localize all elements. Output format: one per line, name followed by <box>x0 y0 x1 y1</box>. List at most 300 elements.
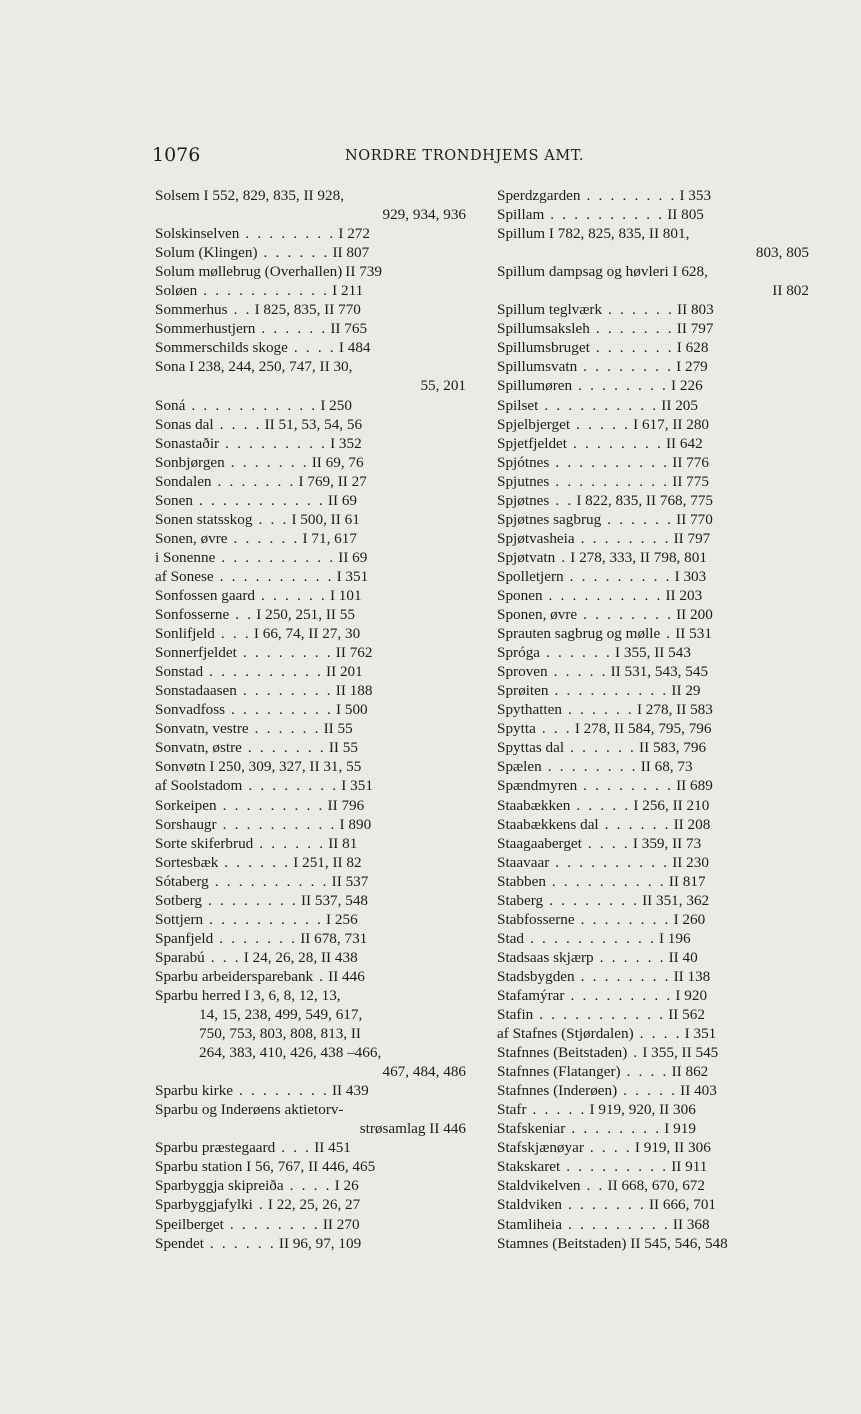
entry-term: Stafin <box>497 1006 534 1024</box>
entry-term: Spjøtnes <box>497 491 550 509</box>
leader-dots: . . . . . . . . <box>239 225 336 243</box>
entry-references: I 211 <box>332 282 364 300</box>
leader-dots: . . . . <box>287 339 336 357</box>
entry-term: Stadsbygden <box>497 967 575 985</box>
index-entry <box>497 643 809 662</box>
index-entry <box>155 834 466 853</box>
index-entry <box>497 453 809 472</box>
entry-term: Sonen <box>155 491 193 509</box>
index-entry <box>497 1215 809 1234</box>
entry-term: 14, 15, 238, 499, 549, 617, <box>199 1006 363 1024</box>
leader-dots: . . . . . . . . . . <box>548 682 669 700</box>
index-entry <box>155 1138 466 1157</box>
index-entry <box>155 281 466 300</box>
entry-term: Stafskeniar <box>497 1120 566 1138</box>
index-entry <box>155 776 466 795</box>
leader-dots: . . . . . <box>570 415 631 433</box>
entry-term: Sproven <box>497 663 548 681</box>
leader-dots: . . . . . . . . . <box>219 434 328 452</box>
entry-references: I 351 <box>336 567 369 585</box>
leader-dots: . . . . . . . . <box>543 891 640 909</box>
entry-term: 750, 753, 803, 808, 813, II <box>199 1025 361 1043</box>
entry-term: Sparbu arbeidersparebank <box>155 967 314 985</box>
index-entry <box>497 186 809 205</box>
entry-term: Sponen <box>497 586 543 604</box>
entry-references: I 26 <box>334 1177 359 1195</box>
entry-references: II 797 <box>673 529 711 547</box>
entry-references: II 55 <box>328 739 358 757</box>
index-entry <box>497 319 809 338</box>
entry-term: 929, 934, 936 <box>382 206 466 224</box>
index-entry <box>155 243 466 262</box>
leader-dots: . . . <box>204 948 241 966</box>
leader-dots: . . . . . . . . . . <box>549 453 670 471</box>
entry-term: Soløen <box>155 282 198 300</box>
leader-dots: . . . . . . <box>593 948 666 966</box>
entry-term: Stakskaret <box>497 1158 561 1176</box>
entry-references: II 138 <box>673 967 711 985</box>
index-entry <box>497 1119 809 1138</box>
leader-dots: . . . . . . . . . . <box>538 396 659 414</box>
entry-term: Sonvatn, vestre <box>155 720 249 738</box>
index-entry <box>497 776 809 795</box>
entry-term: Sonvadfoss <box>155 701 226 719</box>
index-entry <box>497 415 809 434</box>
leader-dots: . . . . . . <box>601 510 674 528</box>
entry-term: Sprauten sagbrug og mølle <box>497 625 661 643</box>
entry-term: Spytta <box>497 720 536 738</box>
leader-dots: . <box>627 1044 640 1062</box>
entry-references: I 303 <box>674 567 707 585</box>
leader-dots: . . . <box>275 1139 312 1157</box>
entry-term: Spróga <box>497 644 541 662</box>
entry-references: II 203 <box>665 586 703 604</box>
leader-dots: . . . . . . . . . <box>564 986 673 1004</box>
index-entry <box>497 396 809 415</box>
index-entry-continuation <box>155 1043 466 1062</box>
leader-dots: . . . . . . . . . . <box>549 853 670 871</box>
entry-term: af Soolstadom <box>155 777 243 795</box>
entry-term: Sperdzgarden <box>497 187 581 204</box>
index-entry <box>155 605 466 624</box>
index-entry <box>155 662 466 681</box>
leader-dots: . . . . . . . . . . . <box>533 1006 666 1024</box>
index-entry <box>497 738 809 757</box>
index-entry <box>155 643 466 662</box>
index-entry-continuation <box>155 1024 466 1043</box>
entry-term: Spjelbjerget <box>497 415 571 433</box>
entry-term: Soná <box>155 396 186 414</box>
index-entry <box>155 1081 466 1100</box>
index-entry <box>155 224 466 243</box>
index-entry <box>155 357 466 376</box>
entry-references: I 355, II 543 <box>615 644 691 662</box>
entry-references: II 817 <box>668 872 706 890</box>
index-entry-continuation <box>497 281 809 300</box>
index-entry <box>497 662 809 681</box>
entry-term: Stamnes (Beitstaden) II 545, 546, 548 <box>497 1234 728 1252</box>
entry-term: Spanfjeld <box>155 929 214 947</box>
index-entry <box>155 1234 466 1253</box>
leader-dots: . . . . . . <box>602 301 675 319</box>
entry-references: I 500 <box>336 701 368 719</box>
leader-dots: . . . . . . . . . . . <box>524 929 656 947</box>
entry-references: II 230 <box>672 853 709 871</box>
entry-term: II 802 <box>772 282 809 300</box>
index-entry <box>155 738 466 757</box>
index-entry <box>155 472 466 491</box>
index-entry <box>155 338 466 357</box>
leader-dots: . . <box>549 491 574 509</box>
entry-term: Staagaaberget <box>497 834 582 852</box>
entry-references: II 205 <box>661 396 698 414</box>
index-entry <box>497 910 809 929</box>
index-entry <box>497 300 809 319</box>
entry-references: II 69 <box>338 548 368 566</box>
entry-references: II 807 <box>332 244 370 262</box>
leader-dots: . . . . . . <box>227 529 300 547</box>
leader-dots: . . . . . . . . <box>201 891 298 909</box>
leader-dots: . . . . . . . . . <box>225 701 333 719</box>
index-entry <box>155 681 466 700</box>
entry-references: II 776 <box>672 453 709 471</box>
entry-references: II 403 <box>680 1082 717 1100</box>
leader-dots: . . . . . . . <box>589 339 674 357</box>
index-entry <box>497 681 809 700</box>
index-entry <box>155 624 466 643</box>
index-entry <box>497 986 809 1005</box>
entry-references: I 22, 25, 26, 27 <box>267 1196 361 1214</box>
entry-term: Sparbu herred I 3, 6, 8, 12, 13, <box>155 986 341 1004</box>
entry-references: I 769, II 27 <box>298 472 367 490</box>
index-entry <box>497 1100 809 1119</box>
leader-dots: . . . . <box>213 415 262 433</box>
entry-references: II 583, 796 <box>639 739 707 757</box>
entry-term: Sparbyggja skipreiða <box>155 1177 284 1195</box>
entry-term: Solum møllebrug (Overhallen) <box>155 263 343 281</box>
entry-references: I 250, 251, II 55 <box>256 606 355 624</box>
entry-references: II 862 <box>671 1063 709 1081</box>
leader-dots: . . <box>227 301 252 319</box>
index-entry <box>497 929 809 948</box>
index-entry <box>155 1215 466 1234</box>
entry-references: I 278, 333, II 798, 801 <box>570 548 707 566</box>
index-entry <box>155 262 466 281</box>
index-entry-continuation <box>155 1062 466 1081</box>
entry-term: Spillum dampsag og høvleri I 628, <box>497 263 708 281</box>
entry-references: II 805 <box>667 206 704 224</box>
index-entry <box>155 910 466 929</box>
leader-dots: . . . . . . . . . . . <box>192 491 325 509</box>
leader-dots: . <box>313 967 326 985</box>
leader-dots: . . . . . . . . <box>577 358 674 376</box>
entry-references: II 739 <box>345 263 382 281</box>
entry-references: II 81 <box>328 834 358 852</box>
page-title: NORDRE TRONDHJEMS AMT. <box>345 148 585 164</box>
leader-dots: . <box>252 1196 265 1214</box>
entry-term: Spillam <box>497 206 545 224</box>
entry-references: II 208 <box>673 815 711 833</box>
leader-dots: . . . . . . . . . <box>216 796 325 814</box>
entry-references: I 256 <box>326 910 358 928</box>
entry-references: II 775 <box>672 472 709 490</box>
leader-dots: . . . . . . . . <box>567 434 663 452</box>
index-entry <box>497 1081 809 1100</box>
entry-references: I 628 <box>676 339 709 357</box>
entry-term: Sonbjørgen <box>155 453 225 471</box>
leader-dots: . . . . . . . . <box>236 644 333 662</box>
leader-dots: . . . . . <box>547 663 608 681</box>
leader-dots: . . . . . . . . . <box>563 567 672 585</box>
entry-term: 467, 484, 486 <box>382 1063 466 1081</box>
entry-term: Staavaar <box>497 853 550 871</box>
index-entry <box>155 967 466 986</box>
leader-dots: . . . . . . . . <box>223 1215 320 1233</box>
entry-term: Sommerschilds skoge <box>155 339 288 357</box>
index-entry <box>497 948 809 967</box>
entry-references: II 55 <box>323 720 353 738</box>
leader-dots: . . . . . . . . <box>242 777 339 795</box>
leader-dots: . . . . . . <box>257 244 330 262</box>
entry-references: I 196 <box>658 929 691 947</box>
index-entry <box>155 396 466 415</box>
index-entry <box>155 796 466 815</box>
leader-dots: . . . . . . . . . . <box>208 872 329 890</box>
entry-references: II 96, 97, 109 <box>278 1234 362 1252</box>
entry-references: II 40 <box>668 948 698 966</box>
leader-dots: . . . . . <box>526 1101 587 1119</box>
entry-references: II 678, 731 <box>300 929 368 947</box>
index-entry <box>155 1195 466 1214</box>
entry-term: Sparbu station I 56, 767, II 446, 465 <box>155 1158 376 1176</box>
entry-term: Stafskjænøyar <box>497 1139 584 1157</box>
entry-term: Sortesbæk <box>155 853 219 871</box>
entry-term: Solskinselven <box>155 225 240 243</box>
entry-term: Spythatten <box>497 701 562 719</box>
entry-term: Staabækkens dal <box>497 815 599 833</box>
entry-references: II 562 <box>668 1006 705 1024</box>
index-entry <box>497 834 809 853</box>
entry-references: II 29 <box>671 682 701 700</box>
entry-term: Staldviken <box>497 1196 562 1214</box>
entry-term: Spillum I 782, 825, 835, II 801, <box>497 225 690 243</box>
index-entry <box>155 700 466 719</box>
index-entry <box>497 1157 809 1176</box>
index-entry <box>155 757 466 776</box>
leader-dots: . . . . . . <box>248 720 321 738</box>
index-entry <box>497 224 809 243</box>
entry-references: I 24, 26, 28, II 438 <box>243 948 358 966</box>
leader-dots: . . . <box>252 510 289 528</box>
index-entry-continuation <box>155 1005 466 1024</box>
index-entry <box>155 510 466 529</box>
entry-references: II 200 <box>676 606 713 624</box>
leader-dots: . . <box>580 1177 605 1195</box>
entry-references: I 71, 617 <box>302 529 357 547</box>
leader-dots: . . . . . . <box>254 586 327 604</box>
index-entry <box>497 967 809 986</box>
entry-references: I 226 <box>671 377 703 395</box>
entry-term: Spyttas dal <box>497 739 565 757</box>
index-entry <box>497 1005 809 1024</box>
entry-term: 55, 201 <box>420 377 466 395</box>
entry-term: Sorte skiferbrud <box>155 834 254 852</box>
entry-references: II 689 <box>676 777 713 795</box>
index-entry <box>155 300 466 319</box>
entry-references: I 359, II 73 <box>632 834 702 852</box>
index-entry <box>155 1157 466 1176</box>
entry-references: II 642 <box>665 434 703 452</box>
leader-dots: . . . . . . . . <box>577 777 674 795</box>
entry-references: II 439 <box>331 1082 369 1100</box>
entry-term: Stamliheia <box>497 1215 562 1233</box>
entry-term: Spjøtvatn <box>497 548 556 566</box>
index-entry <box>497 510 809 529</box>
entry-references: I 352 <box>330 434 362 452</box>
leader-dots: . . . . . . . <box>224 453 309 471</box>
entry-term: 264, 383, 410, 426, 438 –466, <box>199 1044 382 1062</box>
index-entry <box>497 357 809 376</box>
index-entry <box>497 719 809 738</box>
entry-references: I 279 <box>676 358 708 376</box>
entry-term: Sommerhus <box>155 301 228 319</box>
entry-references: II 803 <box>677 301 714 319</box>
entry-term: Solum (Klingen) <box>155 244 258 262</box>
entry-term: Sonnerfjeldet <box>155 644 237 662</box>
index-entry <box>497 605 809 624</box>
index-entry <box>497 872 809 891</box>
entry-references: II 68, 73 <box>640 758 693 776</box>
entry-term: Spilset <box>497 396 539 414</box>
leader-dots: . . . . . . . . <box>577 606 674 624</box>
entry-term: Sonfossen gaard <box>155 586 255 604</box>
entry-references: I 256, II 210 <box>633 796 710 814</box>
entry-term: Sprøiten <box>497 682 549 700</box>
entry-references: II 797 <box>676 320 714 338</box>
leader-dots: . . . . . . . . <box>580 187 677 204</box>
index-entry <box>497 891 809 910</box>
entry-term: Stadsaas skjærp <box>497 948 594 966</box>
entry-references: I 278, II 584, 795, 796 <box>574 720 712 738</box>
index-entry <box>497 205 809 224</box>
page-number: 1076 <box>152 144 201 166</box>
entry-term: Sonen, øvre <box>155 529 228 547</box>
entry-references: I 250 <box>320 396 352 414</box>
entry-references: I 825, 835, II 770 <box>254 301 361 319</box>
index-entry-continuation <box>155 376 466 395</box>
entry-references: II 770 <box>676 510 713 528</box>
index-column-left <box>155 186 466 1253</box>
entry-term: 803, 805 <box>755 244 809 262</box>
entry-term: Spillum teglværk <box>497 301 603 319</box>
entry-term: Staldvikelven <box>497 1177 581 1195</box>
entry-term: Sonvatn, østre <box>155 739 242 757</box>
leader-dots: . . . <box>535 720 572 738</box>
entry-term: Stad <box>497 929 525 947</box>
index-entry <box>155 567 466 586</box>
entry-term: Sonstadaasen <box>155 682 237 700</box>
entry-term: Sorshaugr <box>155 815 217 833</box>
entry-term: af Sonese <box>155 567 214 585</box>
index-entry <box>155 548 466 567</box>
leader-dots: . . . . . . . . . . . <box>197 282 330 300</box>
page-header <box>152 144 642 170</box>
entry-term: Spolletjern <box>497 567 564 585</box>
leader-dots: . . . . . . . . <box>233 1082 329 1100</box>
index-entry <box>155 186 466 205</box>
entry-term: Sparbyggjafylki <box>155 1196 253 1214</box>
index-entry <box>497 338 809 357</box>
index-entry <box>497 1176 809 1195</box>
leader-dots: . . . . . . . . . <box>560 1158 669 1176</box>
entry-term: Spjótnes <box>497 453 550 471</box>
entry-term: Sonen statsskog <box>155 510 253 528</box>
leader-dots: . . . . . . <box>540 644 612 662</box>
entry-references: I 272 <box>338 225 370 243</box>
leader-dots: . . . . <box>581 834 630 852</box>
index-entry <box>497 815 809 834</box>
leader-dots: . . . . . . <box>253 834 326 852</box>
index-entry <box>497 567 809 586</box>
entry-references: I 260 <box>673 910 706 928</box>
entry-term: Spælen <box>497 758 542 776</box>
entry-references: I 351 <box>341 777 373 795</box>
entry-term: Sponen, øvre <box>497 606 578 624</box>
entry-references: II 911 <box>671 1158 708 1176</box>
index-entry <box>155 453 466 472</box>
entry-term: Spjutnes <box>497 472 550 490</box>
leader-dots: . . . . . . <box>598 815 671 833</box>
leader-dots: . . . . <box>620 1063 669 1081</box>
entry-references: I 890 <box>339 815 372 833</box>
entry-references: I 919, II 306 <box>634 1139 711 1157</box>
entry-references: II 537, 548 <box>300 891 369 909</box>
leader-dots: . . . . . . . . <box>572 377 669 395</box>
leader-dots: . . . . <box>583 1139 632 1157</box>
entry-references: I 278, II 583 <box>636 701 713 719</box>
leader-dots: . . . . . . . . . . <box>213 567 334 585</box>
index-entry <box>155 1100 466 1119</box>
index-entry <box>155 529 466 548</box>
leader-dots: . . . . . . . . . <box>561 1215 670 1233</box>
leader-dots: . . . . . . <box>561 701 634 719</box>
index-entry-continuation <box>497 243 809 262</box>
index-entry <box>497 1234 809 1253</box>
index-entry-continuation <box>155 205 466 224</box>
entry-term: Sondalen <box>155 472 212 490</box>
entry-references: I 251, II 82 <box>293 853 362 871</box>
index-entry <box>497 1062 809 1081</box>
index-entry <box>497 1024 809 1043</box>
leader-dots: . . . . . . . . <box>541 758 638 776</box>
index-entry <box>155 891 466 910</box>
entry-term: Sparbu kirke <box>155 1082 234 1100</box>
index-entry <box>497 586 809 605</box>
entry-references: II 188 <box>335 682 373 700</box>
entry-references: II 668, 670, 672 <box>607 1177 705 1195</box>
index-entry <box>155 948 466 967</box>
index-entry <box>497 472 809 491</box>
entry-term: strøsamlag II 446 <box>359 1120 466 1138</box>
leader-dots: . . . . . . <box>203 1234 276 1252</box>
entry-term: Sparbu præstegaard <box>155 1139 276 1157</box>
entry-term: Sparbu og Inderøens aktietorv- <box>155 1101 344 1119</box>
leader-dots: . . . . . . <box>218 853 291 871</box>
entry-term: Sótaberg <box>155 872 209 890</box>
index-entry <box>155 415 466 434</box>
entry-term: Spillumøren <box>497 377 573 395</box>
entry-references: II 368 <box>672 1215 710 1233</box>
